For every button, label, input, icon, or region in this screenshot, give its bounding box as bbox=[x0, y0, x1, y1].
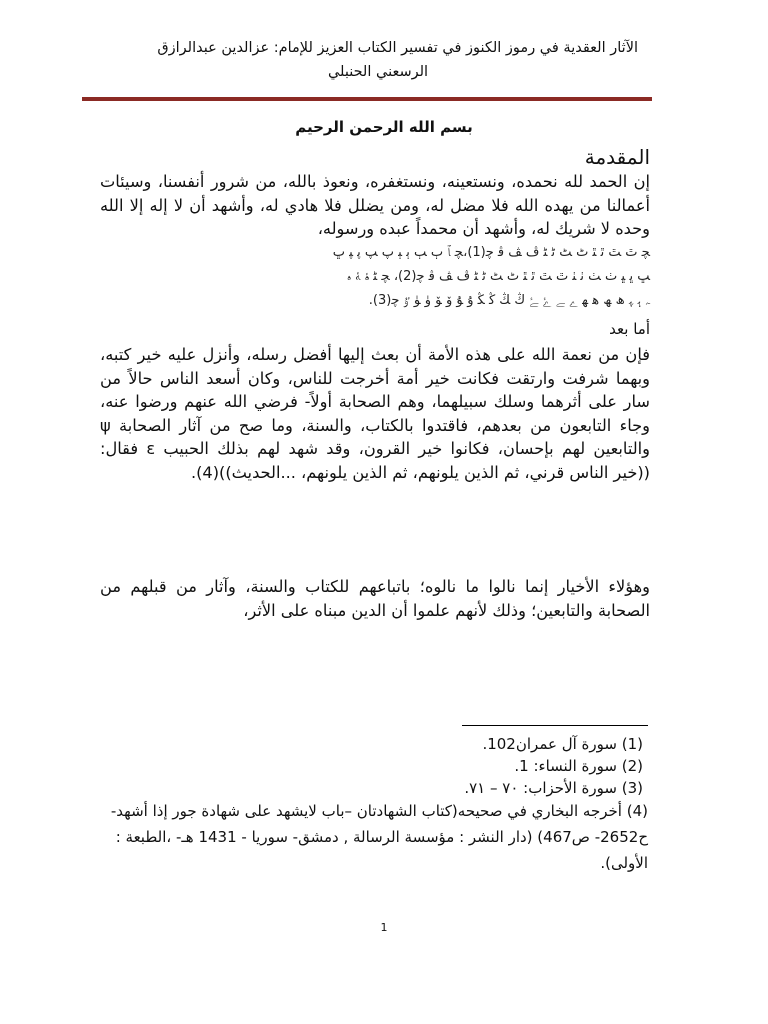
paragraph-righteous-followers: وهؤلاء الأخيار إنما نالوا ما نالوه؛ باتباعهم للكتاب والسنة، وآثار من قبلهم من الصحابة والتابعين؛ وذلك لأنهم علموا أن الدين مبناه على الأثر، bbox=[100, 577, 650, 620]
quran-verse-glyphs-line: ﮧ ﮨ ﮩ ﮪ ﮫ ﮬ ﮭ ﮮ ﮯ ﮰ ﮱ ﯓ ﯔ ﯕ ﯖ ﯗ ﯘ ﯙ ﯚ ﯛ ﯜ ﯝ ﭼ(3). bbox=[368, 293, 650, 308]
quran-verse-glyphs-line: ﭛ ﭜ ﭝ ﭞ ﭟ ﭠ ﭡ ﭢ ﭣ ﭤ ﭥ ﭦ ﭧ ﭨ ﭩ ﭪ ﭫ ﭬ ﭼ(2)، ﭽ ﮣ ﮤ ﮥ ﮦ bbox=[347, 269, 650, 284]
quran-verse-glyphs-line: ﭽ ﭢ ﭣ ﭤ ﭥ ﭦ ﭧ ﭨ ﭩ ﭪ ﭫ ﭬ ﭼ(1)،ﭽ ﭑ ﭒ ﭓ ﭔ ﭕ ﭖ ﭗ ﭘ ﭙ ﭚ bbox=[332, 245, 650, 260]
basmala-heading: بسم الله الرحمن الرحيم bbox=[295, 118, 473, 136]
footnote-1: (1) سورة آل عمران102. bbox=[482, 735, 643, 753]
page-number: 1 bbox=[380, 921, 388, 934]
footnote-4: (4) أخرجه البخاري في صحيحه(كتاب الشهادتان –باب لايشهد على شهادة جور إذا أشهد-ح2652- ص467) (دار النشر : مؤسسة الرسالة , دمشق- سوريا - 1431 هـ- ،الطبعة : الأولى). bbox=[110, 802, 648, 872]
paragraph-blessing-of-nation: فإن من نعمة الله على هذه الأمة أن بعث إليها أفضل رسله، وأنزل عليه خير كتبه، وبهما شرفت وارتقت فكانت خير أمة أخرجت للناس، وكان أسعد الناس حالاً من سار على أثرهما وسلك سبيلهما، وهم الصحابة أولاً- فرضي الله عنهم ورضوا عنه، وجاء التابعون من بعدهم، فاقتدوا بالكتاب، والسنة، وما صح من آثار الصحابة ψ والتابعين لهم بإحسان، فكانوا خير القرون، وقد شهد لهم بذلك الحبيب ε فقال: ((خير الناس قرني، ثم الذين يلونهم، ثم الذين يلونهم، ...الحديث))(4). bbox=[100, 345, 650, 482]
section-title-introduction: المقدمة bbox=[584, 145, 650, 169]
section-heading-ama-bad: أما بعد bbox=[609, 320, 650, 338]
footnote-2: (2) سورة النساء: 1. bbox=[514, 757, 643, 775]
header-divider bbox=[82, 97, 652, 101]
paragraph-opening-praise: إن الحمد لله نحمده، ونستعينه، ونستغفره، ونعوذ بالله، من شرور أنفسنا، وسيئات أعمالنا من يهده الله فلا مضل له، ومن يضلل فلا هادي له، وأشهد أن لا إله إلا الله وحده لا شريك له، وأشهد أن محمداً عبده ورسوله، bbox=[100, 172, 650, 239]
running-header-line1: الآثار العقدية في رموز الكنوز في تفسير الكتاب العزيز للإمام: عزالدين عبدالرازق bbox=[157, 40, 638, 56]
footnote-3: (3) سورة الأحزاب: ٧٠ – ٧١. bbox=[464, 779, 643, 797]
footnote-separator bbox=[462, 725, 648, 726]
running-header-line2: الرسعني الحنبلي bbox=[327, 64, 429, 80]
